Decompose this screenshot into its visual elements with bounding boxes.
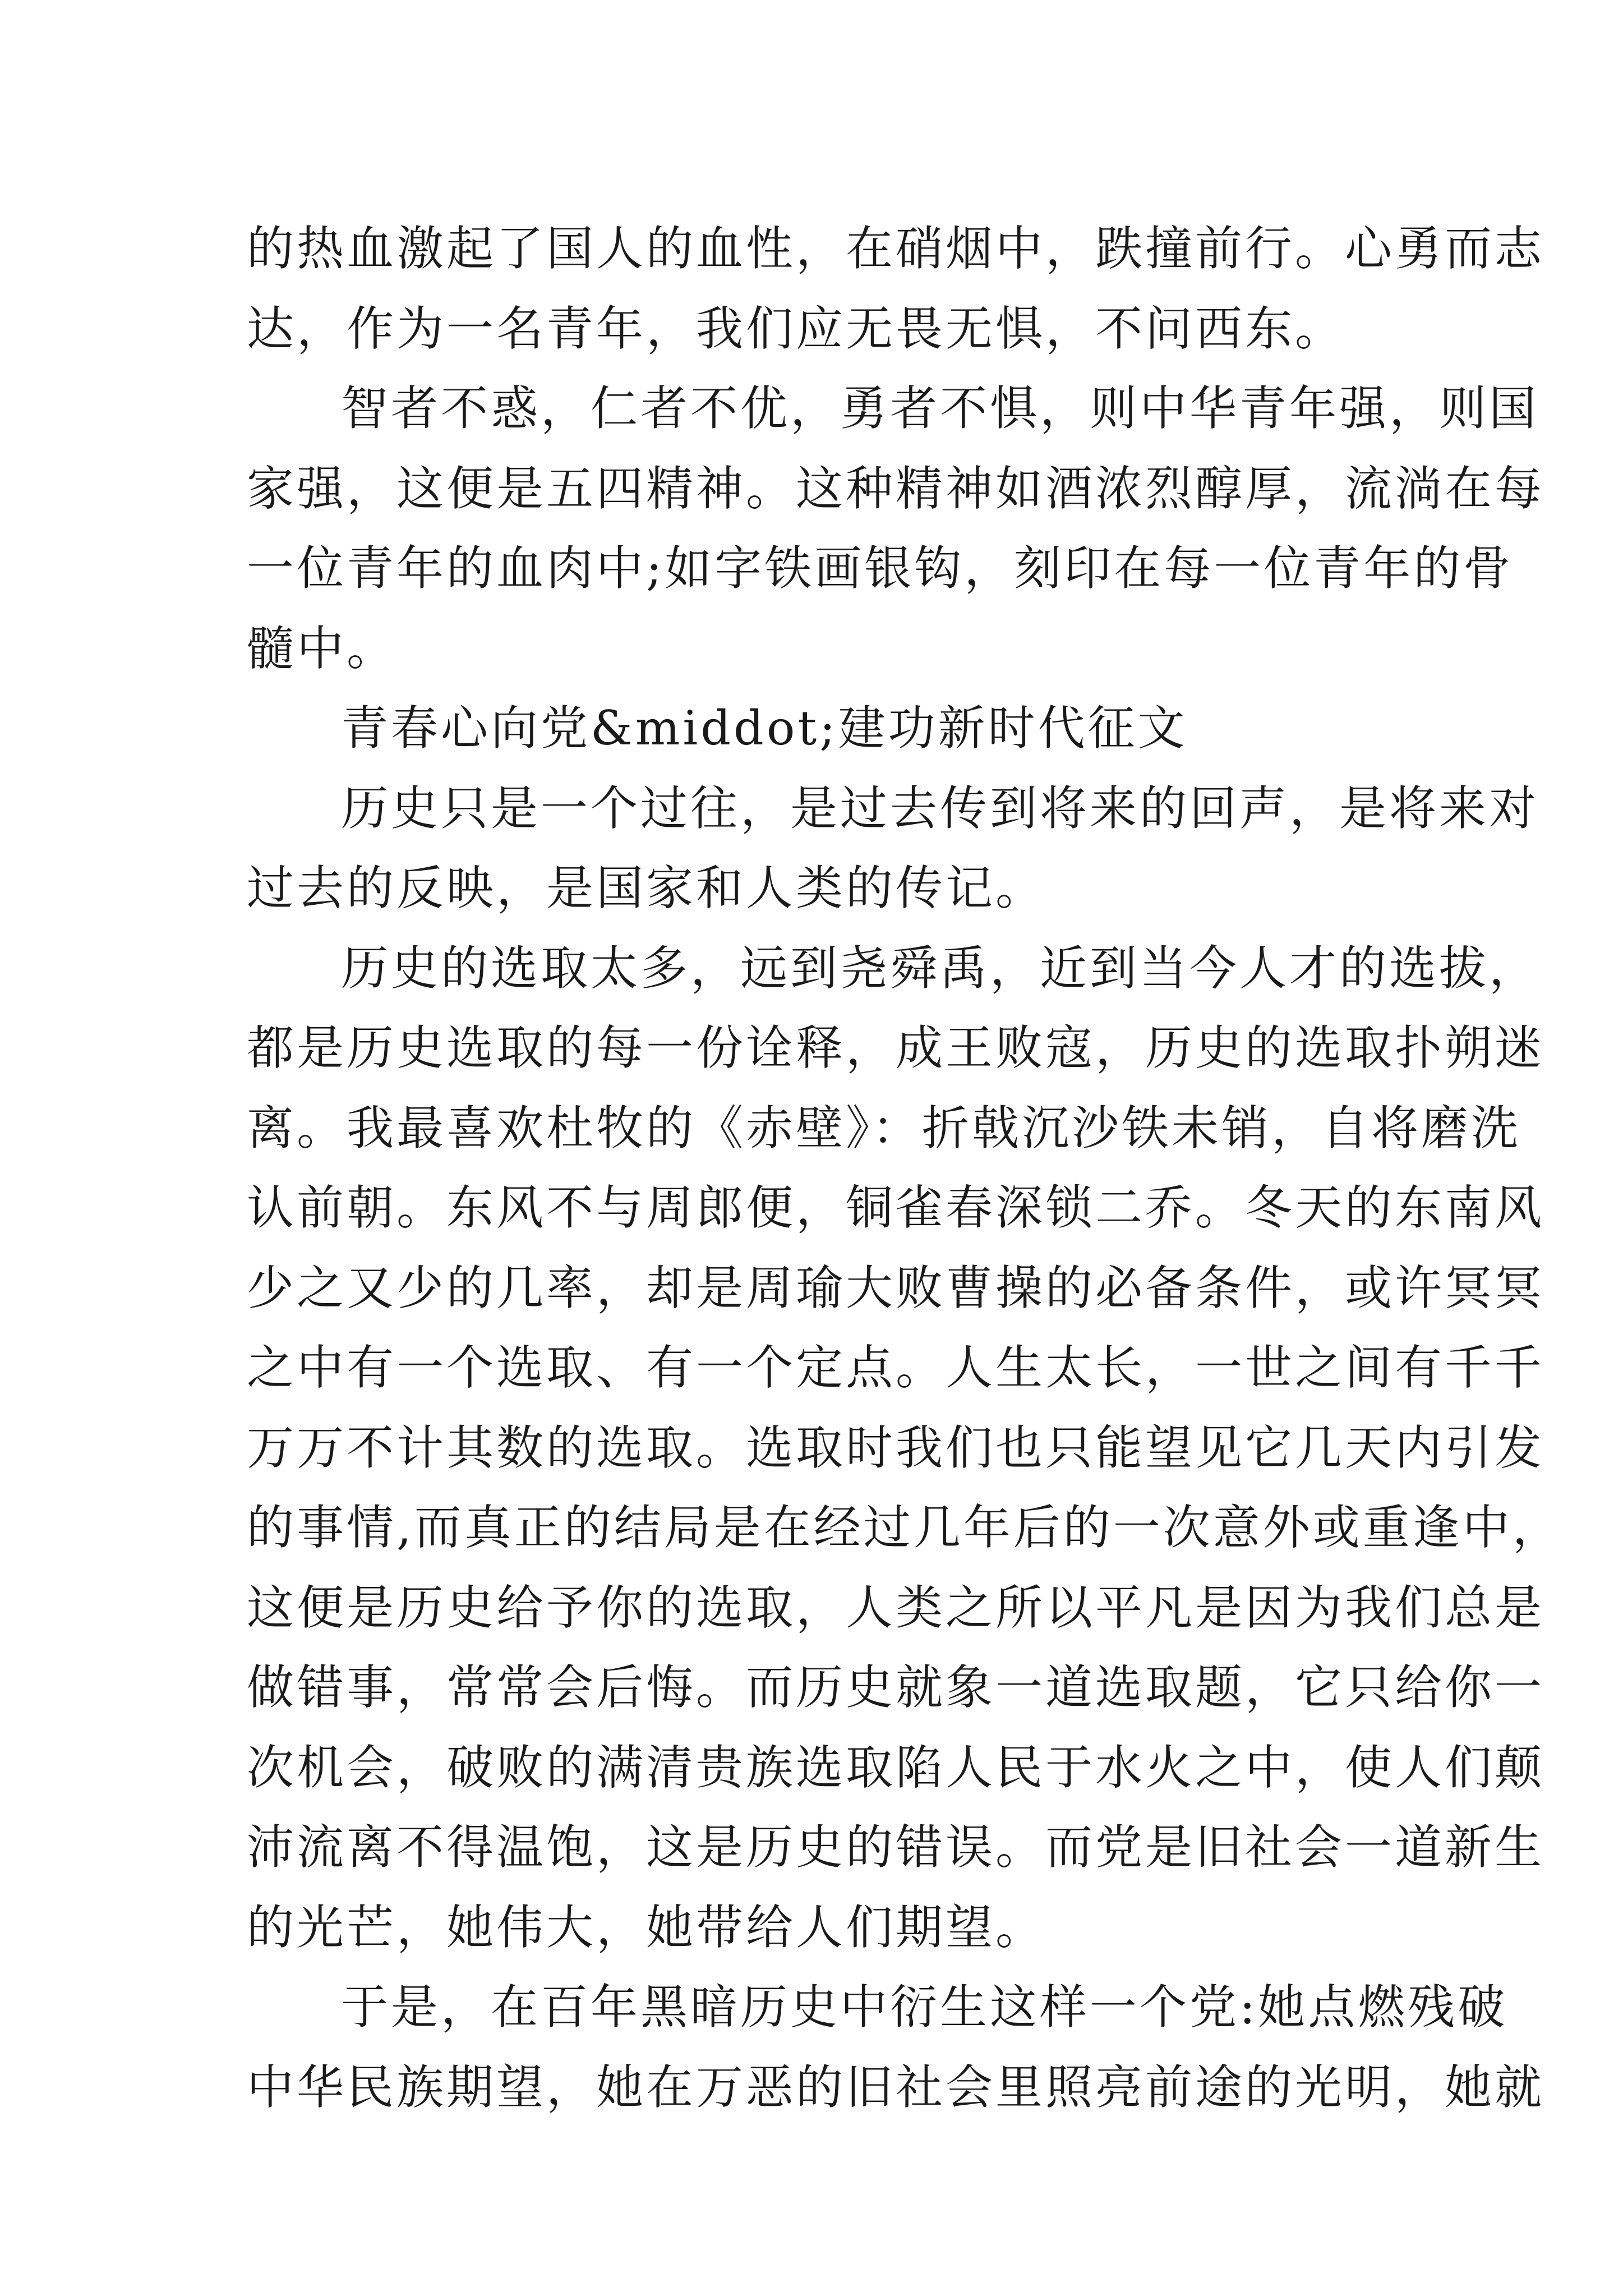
text-line: 这便是历史给予你的选取，人类之所以平凡是因为我们总是 (247, 1580, 1545, 1635)
paragraph (247, 928, 1562, 1968)
text-line: 万万不计其数的选取。选取时我们也只能望见它几天内引发 (247, 1420, 1545, 1475)
text-line: 历史的选取太多，远到尧舜禹，近到当今人才的选拔， (341, 940, 1539, 996)
text-line: 的光芒，她伟大，她带给人们期望。 (247, 1899, 1046, 1955)
text-line: 达，作为一名青年，我们应无畏无惧，不问西东。 (247, 301, 1345, 356)
text-line: 认前朝。东风不与周郎便，铜雀春深锁二乔。冬天的东南风 (247, 1180, 1545, 1235)
paragraph (247, 1967, 1545, 2127)
text-line: 之中有一个选取、有一个定点。人生太长，一世之间有千千 (247, 1340, 1545, 1395)
essay-title: 青春心向党&middot;建功新时代征文 (341, 701, 1188, 756)
text-line: 少之又少的几率，却是周瑜大败曹操的必备条件，或许冥冥 (247, 1260, 1545, 1315)
text-line: 次机会，破败的满清贵族选取陷人民于水火之中，使人们颠 (247, 1740, 1545, 1795)
text-line: 髓中。 (247, 620, 397, 676)
paragraph (247, 209, 1545, 369)
text-line: 的事情,而真正的结局是在经过几年后的一次意外或重逢中， (247, 1500, 1562, 1555)
text-line: 于是，在百年黑暗历史中衍生这样一个党:她点燃残破 (341, 1980, 1508, 2035)
text-line: 沛流离不得温饱，这是历史的错误。而党是旧社会一道新生 (247, 1820, 1545, 1875)
text-line: 家强，这便是五四精神。这种精神如酒浓烈醇厚，流淌在每 (247, 461, 1545, 516)
text-line: 过去的反映，是国家和人类的传记。 (247, 861, 1046, 915)
text-line: 的热血激起了国人的血性，在硝烟中，跌撞前行。心勇而志 (247, 221, 1545, 276)
text-line: 中华民族期望，她在万恶的旧社会里照亮前途的光明，她就 (247, 2059, 1545, 2115)
text-line: 历史只是一个过往，是过去传到将来的回声，是将来对 (341, 780, 1539, 836)
text-line: 一位青年的血肉中;如字铁画银钩，刻印在每一位青年的骨 (247, 541, 1514, 596)
section-title (247, 688, 1413, 769)
text-line: 做错事，常常会后悔。而历史就象一道选取题，它只给你一 (247, 1660, 1545, 1715)
paragraph (247, 769, 1539, 928)
text-line: 智者不惑，仁者不优，勇者不惧，则中华青年强，则国 (341, 381, 1539, 436)
paragraph (247, 369, 1545, 688)
document-body (247, 209, 1562, 2127)
text-line: 都是历史选取的每一份诠释，成王败寇，历史的选取扑朔迷 (247, 1020, 1545, 1075)
text-line: 离。我最喜欢杜牧的《赤壁》：折戟沉沙铁未销，自将磨洗 (247, 1100, 1521, 1156)
